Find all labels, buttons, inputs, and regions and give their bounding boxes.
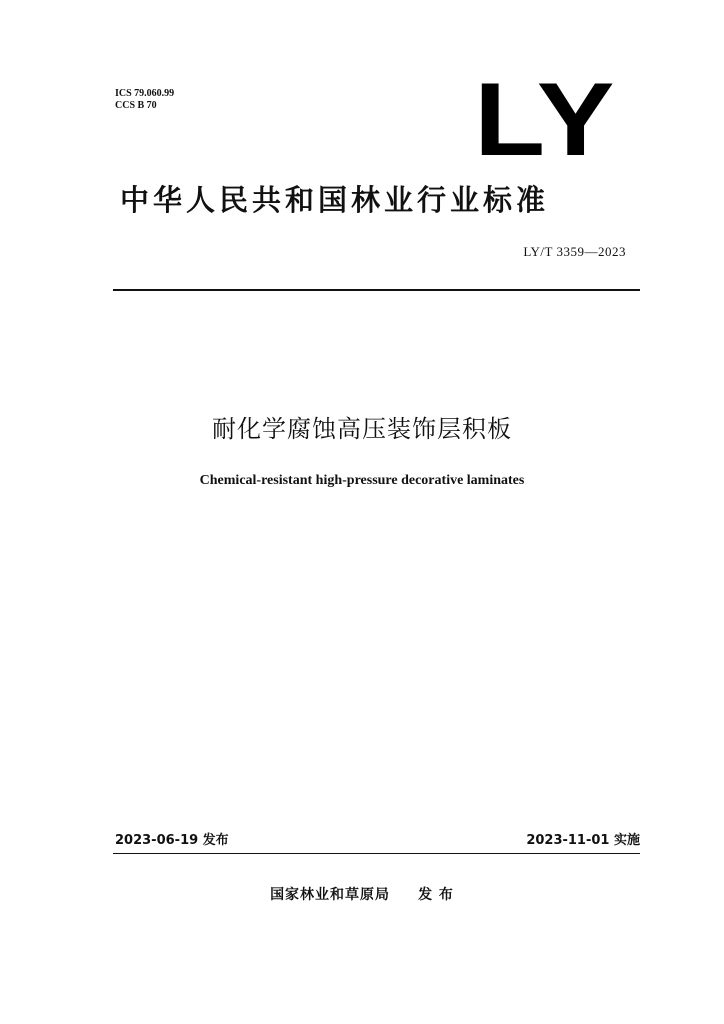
document-subtitle: Chemical-resistant high-pressure decorative laminates bbox=[199, 473, 525, 488]
standard-number: LY/T 3359—2023 bbox=[523, 244, 626, 259]
ly-logo: LY bbox=[474, 62, 617, 178]
issuer-line bbox=[0, 885, 724, 905]
document-title: 耐化学腐蚀高压装饰层积板 bbox=[212, 415, 512, 443]
classification-codes bbox=[115, 88, 174, 112]
ics-code: ICS 79.060.99 bbox=[115, 88, 175, 99]
issuer-action: 发 布 bbox=[418, 887, 454, 903]
implementation-date: 2023-11-01 实施 bbox=[526, 833, 640, 848]
issuer-name: 国家林业和草原局 bbox=[270, 887, 391, 903]
standard-title: 中华人民共和国林业行业标准 bbox=[120, 183, 550, 217]
bottom-divider bbox=[113, 853, 640, 854]
top-divider bbox=[113, 289, 640, 291]
issue-date: 2023-06-19 发布 bbox=[115, 833, 229, 848]
ccs-code: CCS B 70 bbox=[115, 100, 157, 111]
